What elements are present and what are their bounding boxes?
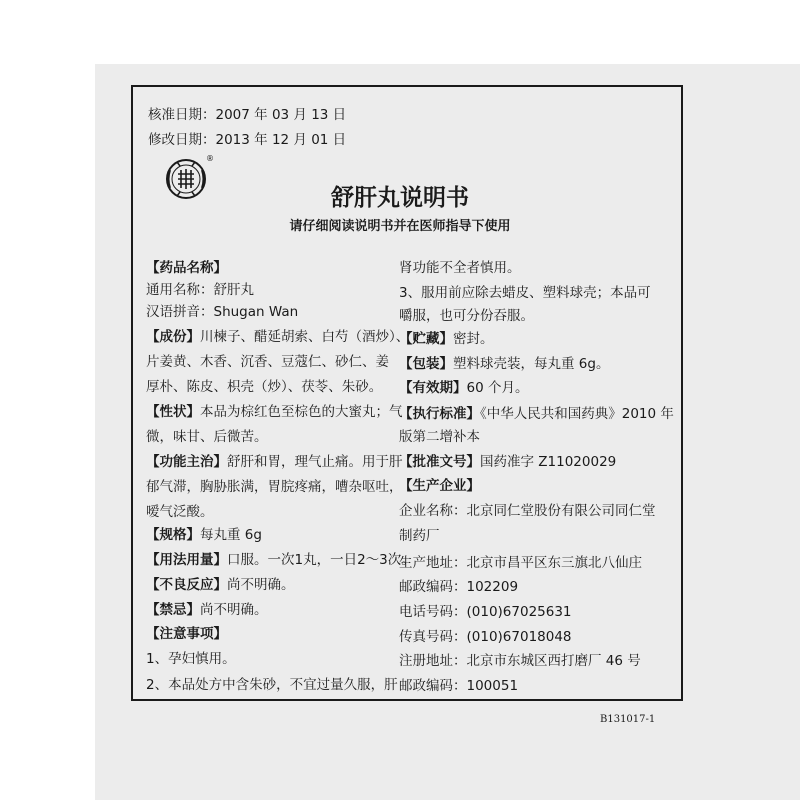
section-heading: 【有效期】 (399, 380, 467, 396)
section-expiry: 【有效期】60 个月。 (399, 380, 529, 396)
left-line: 微，味甘、后微苦。 (146, 429, 268, 445)
section-storage: 【贮藏】密封。 (399, 331, 494, 347)
section-manufacturer (399, 476, 480, 496)
right-line: 版第二增补本 (399, 429, 480, 445)
right-line: 传真号码：(010)67018048 (399, 629, 572, 645)
section-heading: 【规格】 (146, 527, 200, 543)
section-heading: 【生产企业】 (399, 478, 480, 494)
section-heading: 【批准文号】 (399, 454, 480, 470)
registered-mark: ® (206, 154, 214, 163)
right-line: 生产地址：北京市昌平区东三旗北八仙庄 (399, 555, 642, 571)
left-line: 嗳气泛酸。 (146, 504, 214, 520)
section-heading: 【贮藏】 (399, 331, 453, 347)
section-heading: 【成份】 (146, 329, 200, 345)
left-line: 片姜黄、木香、沉香、豆蔻仁、砂仁、姜 (146, 354, 389, 370)
right-line: 制药厂 (399, 528, 440, 544)
section-ingredients: 【成份】川楝子、醋延胡索、白芍（酒炒）、 (146, 329, 410, 345)
section-heading: 【不良反应】 (146, 577, 227, 593)
right-line: 肾功能不全者慎用。 (399, 260, 521, 276)
right-line: 企业名称：北京同仁堂股份有限公司同仁堂 (399, 503, 656, 519)
section-heading: 【功能主治】 (146, 454, 227, 470)
section-heading: 【药品名称】 (146, 260, 227, 276)
right-line: 电话号码：(010)67025631 (399, 604, 572, 620)
right-line: 3、服用前应除去蜡皮、塑料球壳；本品可 (399, 285, 651, 301)
section-contraindications: 【禁忌】尚不明确。 (146, 602, 268, 618)
section-heading: 【包装】 (399, 356, 453, 372)
approval-date: 核准日期：2007 年 03 月 13 日 (148, 107, 347, 123)
section-drug-name (146, 258, 227, 278)
section-precautions (146, 624, 227, 644)
section-adverse-reactions: 【不良反应】尚不明确。 (146, 577, 295, 593)
section-heading: 【执行标准】 (399, 406, 480, 422)
right-line: 邮政编码：102209 (399, 579, 519, 595)
left-line: 汉语拼音：Shugan Wan (146, 304, 299, 320)
revision-date: 修改日期：2013 年 12 月 01 日 (148, 132, 347, 148)
section-heading: 【性状】 (146, 404, 200, 420)
print-code: B131017-1 (600, 714, 656, 725)
right-line: 邮政编码：100051 (399, 678, 519, 694)
right-line: 注册地址：北京市东城区西打磨厂 46 号 (399, 653, 641, 669)
section-heading: 【注意事项】 (146, 626, 227, 642)
section-specification: 【规格】每丸重 6g (146, 527, 262, 543)
section-approval-number: 【批准文号】国药准字 Z11020029 (399, 454, 617, 470)
left-line: 2、本品处方中含朱砂，不宜过量久服，肝 (146, 677, 398, 693)
section-heading: 【用法用量】 (146, 552, 227, 568)
left-line: 郁气滞，胸胁胀满，胃脘疼痛，嘈杂呕吐， (146, 479, 403, 495)
left-line: 通用名称：舒肝丸 (146, 282, 254, 298)
section-properties: 【性状】本品为棕红色至棕色的大蜜丸；气 (146, 404, 403, 420)
left-line: 1、孕妇慎用。 (146, 651, 236, 667)
document-subtitle: 请仔细阅读说明书并在医师指导下使用 (289, 219, 511, 234)
right-line: 嚼服，也可分份吞服。 (399, 308, 534, 324)
section-dosage: 【用法用量】口服。一次1丸，一日2～3次。 (146, 552, 415, 568)
document-title: 舒肝丸说明书 (331, 185, 469, 211)
section-indications: 【功能主治】舒肝和胃，理气止痛。用于肝 (146, 454, 403, 470)
section-heading: 【禁忌】 (146, 602, 200, 618)
section-standard: 【执行标准】《中华人民共和国药典》2010 年 (399, 406, 674, 422)
left-line: 厚朴、陈皮、枳壳（炒）、茯苓、朱砂。 (146, 379, 383, 395)
section-package: 【包装】塑料球壳装，每丸重 6g。 (399, 356, 610, 372)
